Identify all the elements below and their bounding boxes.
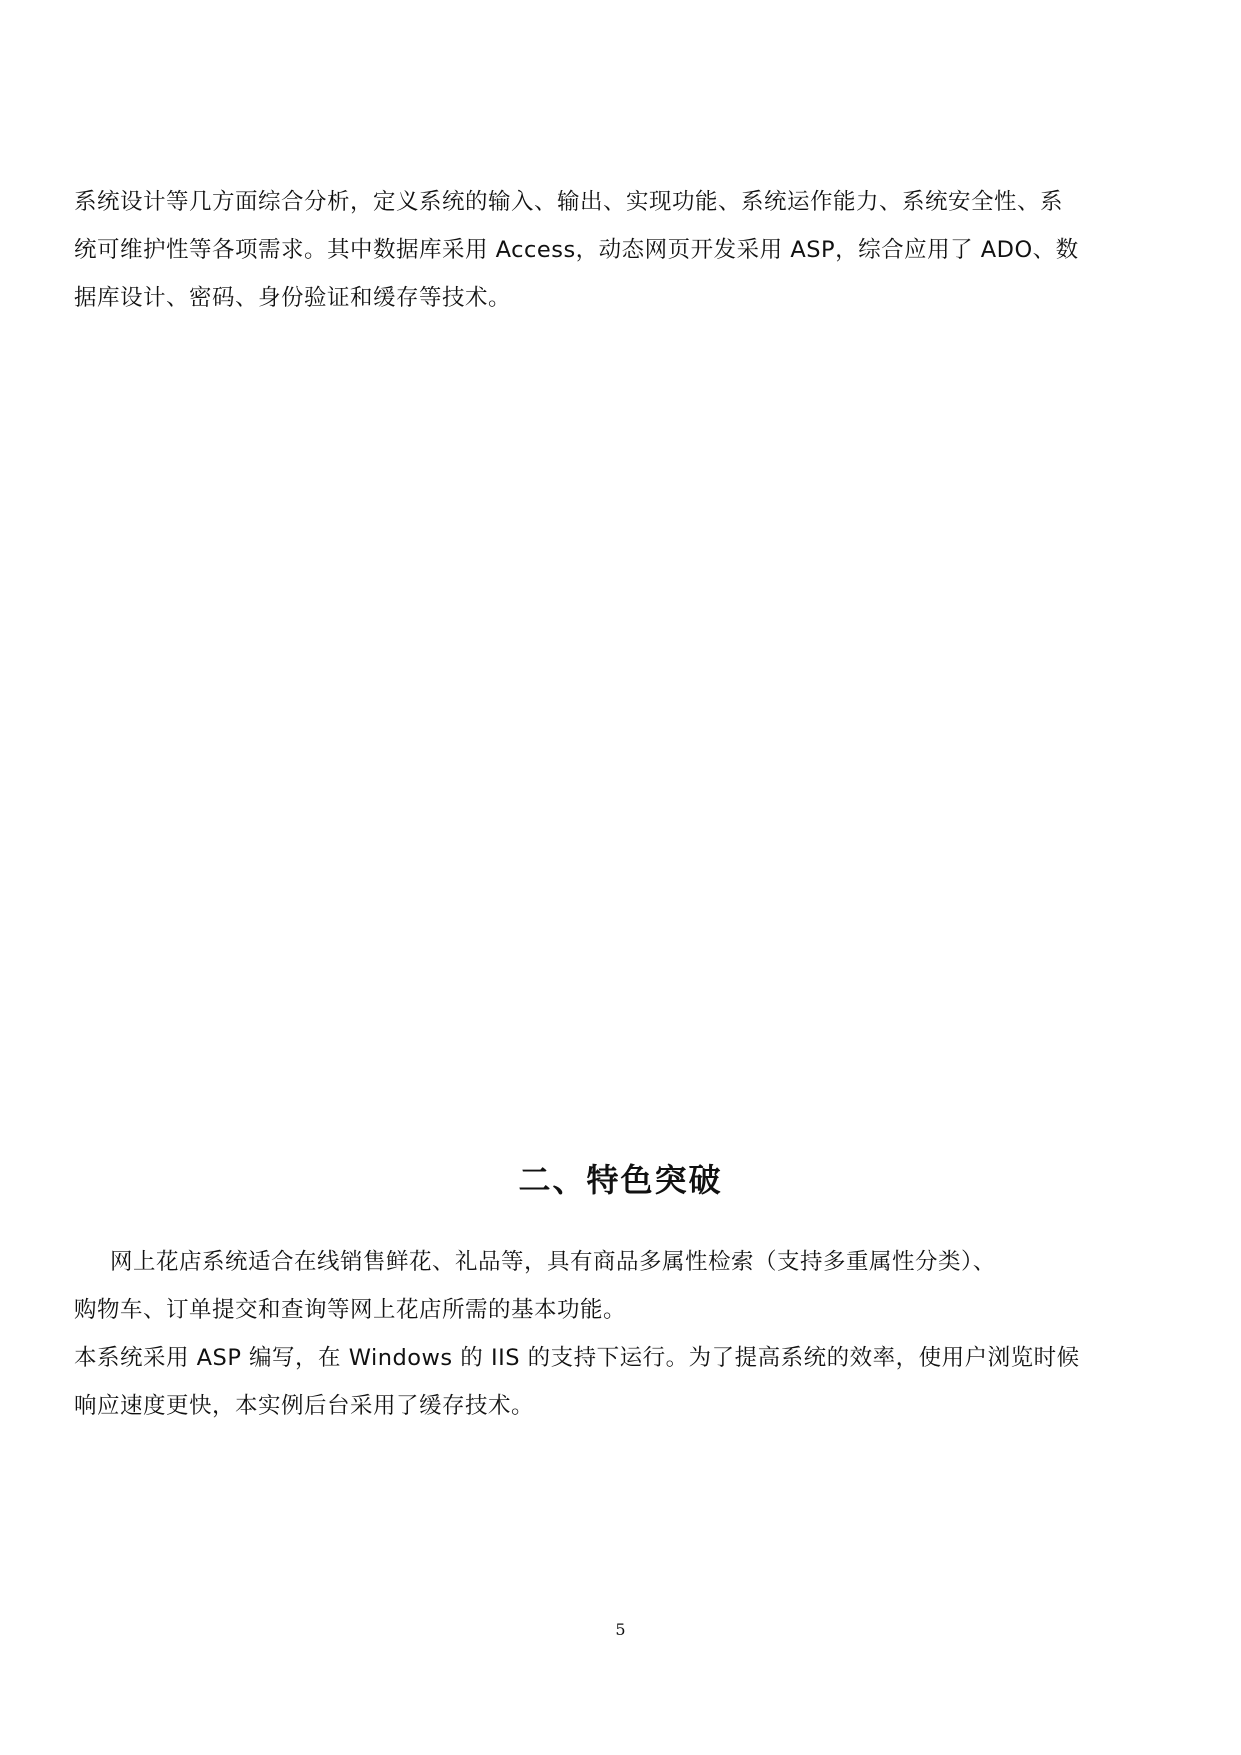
page-number: 5: [615, 1620, 626, 1639]
section-heading: 二、特色突破: [518, 1161, 723, 1199]
paragraph-line: 据库设计、密码、身份验证和缓存等技术。: [74, 285, 512, 311]
intro-paragraph: [74, 178, 1162, 322]
paragraph-line: 统可维护性等各项需求。其中数据库采用 Access，动态网页开发采用 ASP，综合应用了 ADO、数: [74, 237, 1079, 263]
features-paragraph: [74, 1238, 1162, 1430]
paragraph-line: 购物车、订单提交和查询等网上花店所需的基本功能。: [74, 1297, 627, 1323]
paragraph-line: 响应速度更快，本实例后台采用了缓存技术。: [74, 1393, 535, 1419]
paragraph-line: 网上花店系统适合在线销售鲜花、礼品等，具有商品多属性检索（支持多重属性分类）、: [110, 1249, 996, 1275]
paragraph-line: 系统设计等几方面综合分析，定义系统的输入、输出、实现功能、系统运作能力、系统安全性、系: [74, 189, 1064, 215]
paragraph-line: 本系统采用 ASP 编写，在 Windows 的 IIS 的支持下运行。为了提高系统的效率，使用户浏览时候: [74, 1345, 1080, 1371]
